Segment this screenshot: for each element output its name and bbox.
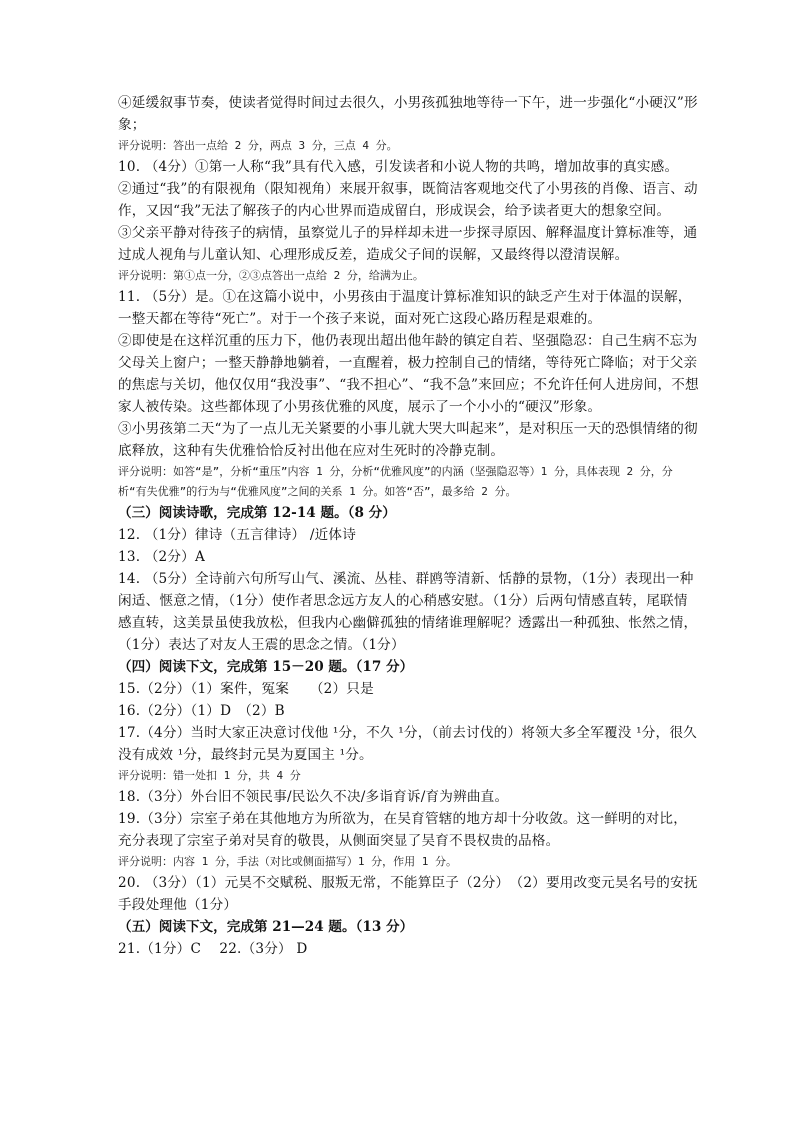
- answer-paragraph: ②通过“我”的有限视角（限知视角）来展开叙事，既简洁客观地交代了小男孩的肖像、语言、动作，又因“我”无法了解孩子的内心世界而造成留白，形成误会，给予读者更大的想象空间。: [118, 181, 698, 219]
- scoring-note: 评分说明：错一处扣 1 分，共 4 分: [118, 769, 301, 782]
- answer-paragraph: 16.（2分）（1）D （2）B: [118, 703, 285, 719]
- answer-paragraph: 20. （3分）（1）元昊不交赋税、服叛无常，不能算臣子（2分） （2）要用改变元昊名号的安抚手段处理他（1分）: [118, 875, 698, 913]
- answer-paragraph: 17.（4分）当时大家正决意讨伐他 ¹分，不久 ¹分，（前去讨伐的）将领大多全军覆没 ¹分，很久没有成效 ¹分，最终封元昊为夏国主 ¹分。: [118, 725, 697, 763]
- answer-key-page: [118, 92, 700, 960]
- answer-paragraph: 15.（2分）（1）案件，冤案 （2）只是: [118, 681, 374, 697]
- scoring-note: 评分说明：内容 1 分，手法（对比或侧面描写）1 分，作用 1 分。: [118, 855, 457, 868]
- answer-paragraph: 14. （5分）全诗前六句所写山气、溪流、丛桂、群鸥等清新、恬静的景物，（1分）表现出一种闲适、惬意之情，（1分）使作者思念远方友人的心稍感安慰。（1分）后两句情感直转，尾联情感直转，这美景虽使我放松，但我内心幽僻孤独的情绪谁理解呢？透露出一种孤独、怅然之情，（1分）表达了对友人王震的思念之情。（1分）: [118, 571, 698, 653]
- scoring-note: 评分说明：答出一点给 2 分，两点 3 分，三点 4 分。: [118, 139, 398, 152]
- answer-paragraph: 12. （1分）律诗（五言律诗） /近体诗: [118, 527, 357, 543]
- answer-paragraph: ③小男孩第二天“为了一点儿无关紧要的小事儿就大哭大叫起来”，是对积压一天的恐惧情绪的彻底释放，这种有失优雅恰恰反衬出他在应对生死时的冷静克制。: [118, 421, 698, 459]
- answer-paragraph: ③父亲平静对待孩子的病情，虽察觉儿子的异样却未进一步探寻原因、解释温度计算标准等，通过成人视角与儿童认知、心理形成反差，造成父子间的误解，又最终得以澄清误解。: [118, 225, 698, 263]
- answer-paragraph: 21.（1分）C 22.（3分） D: [118, 941, 308, 957]
- section-heading: （三）阅读诗歌，完成第 12-14 题。（8 分）: [118, 505, 396, 521]
- answer-paragraph: ②即使是在这样沉重的压力下，他仍表现出超出他年龄的镇定自若、坚强隐忍：自己生病不忘为父母关上窗户；一整天静静地躺着，一直醒着，极力控制自己的情绪，等待死亡降临；对于父亲的焦虑与关切，他仅仅用“我没事”、“我不担心”、“我不急”来回应；不允许任何人进房间，不想家人被传染。这些都体现了小男孩优雅的风度，展示了一个小小的“硬汉”形象。: [118, 333, 699, 415]
- answer-paragraph: 13. （2分）A: [118, 549, 205, 565]
- answer-paragraph: 10. （4分）①第一人称“我”具有代入感，引发读者和小说人物的共鸣，增加故事的真实感。: [118, 159, 679, 175]
- scoring-note: 评分说明：如答“是”，分析“重压”内容 1 分，分析“优雅风度”的内涵（坚强隐忍等）1 分，具体表现 2 分，分析“有失优雅”的行为与“优雅风度”之间的关系 1 分。如答“否”，最多给 2 分。: [118, 465, 673, 498]
- answer-paragraph: ④延缓叙事节奏，使读者觉得时间过去很久，小男孩孤独地等待一下午，进一步强化“小硬汉”形象；: [118, 95, 698, 133]
- scoring-note: 评分说明：第①点一分，②③点答出一点给 2 分，给满为止。: [118, 269, 424, 282]
- section-heading: （四）阅读下文，完成第 15－20 题。（17 分）: [118, 659, 414, 675]
- answer-paragraph: 11. （5分）是。①在这篇小说中，小男孩由于温度计算标准知识的缺乏产生对于体温的误解，一整天都在等待“死亡”。对于一个孩子来说，面对死亡这段心路历程是艰难的。: [118, 289, 692, 327]
- answer-paragraph: 19.（3分）宗室子弟在其他地方为所欲为，在吴育管辖的地方却十分收敛。这一鲜明的对比，充分表现了宗室子弟对吴育的敬畏，从侧面突显了吴育不畏权贵的品格。: [118, 811, 688, 849]
- section-heading: （五）阅读下文，完成第 21—24 题。（13 分）: [118, 919, 414, 935]
- answer-paragraph: 18.（3分）外台旧不领民事/民讼久不决/多诣育诉/育为辨曲直。: [118, 789, 509, 805]
